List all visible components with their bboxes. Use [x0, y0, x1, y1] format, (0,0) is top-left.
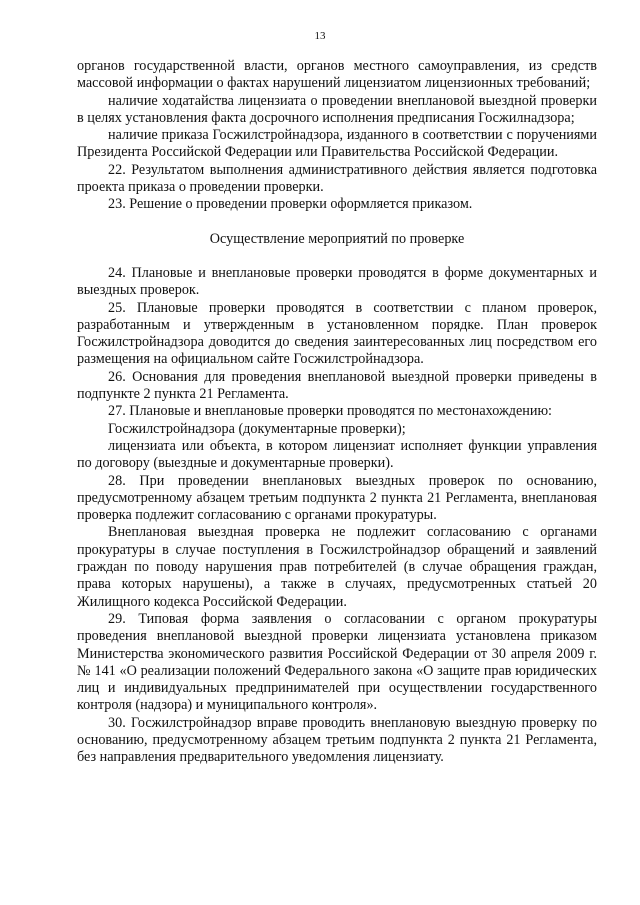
paragraph-27-item-1: Госжилстройнадзора (документарные проверки);	[108, 420, 406, 437]
paragraph-25: 25. Плановые проверки проводятся в соответствии с планом проверок, разработанным и утвержденным в установленном порядке. План проверок Госжилстройнадзора доводится до сведения заинтересованных лиц посредством его размещения на официальном сайте Госжилстройнадзора.	[77, 299, 597, 368]
paragraph-27: 27. Плановые и внеплановые проверки проводятся по местонахождению:	[108, 403, 552, 420]
paragraph-28: 28. При проведении внеплановых выездных проверок по основанию, предусмотренному абзацем третьим подпункта 2 пункта 21 Регламента, внеплановая проверка подлежит согласованию с органами прокуратуры.	[77, 472, 597, 524]
page-number: 13	[314, 30, 326, 42]
paragraph-22: 22. Результатом выполнения административного действия является подготовка проекта приказа о проведении проверки.	[77, 161, 597, 196]
paragraph-petition: наличие ходатайства лицензиата о проведении внеплановой выездной проверки в целях установления факта досрочного исполнения предписания Госжилнадзора;	[77, 92, 597, 126]
paragraph-28-exception: Внеплановая выездная проверка не подлежит согласованию с органами прокуратуры в случае поступления в Госжилстройнадзор обращений и заявлений граждан по поводу нарушения прав потребителей (в случае обращения граждан, права которых нарушены), а также в случаях, предусмотренных статьей 20 Жилищного кодекса Российской Федерации.	[77, 524, 597, 610]
paragraph-continuation: органов государственной власти, органов местного самоуправления, из средств массовой информации о фактах нарушений лицензиатом лицензионных требований;	[77, 58, 597, 92]
paragraph-24: 24. Плановые и внеплановые проверки проводятся в форме документарных и выездных проверок.	[77, 264, 597, 299]
document-body	[77, 58, 597, 767]
paragraph-26: 26. Основания для проведения внеплановой выездной проверки приведены в подпункте 2 пункта 21 Регламента.	[77, 368, 597, 403]
paragraph-27-item-2: лицензиата или объекта, в котором лицензиат исполняет функции управления по договору (выездные и документарные проверки).	[77, 437, 597, 472]
paragraph-order: наличие приказа Госжилстройнадзора, изданного в соответствии с поручениями Президента Российской Федерации или Правительства Российской Федерации.	[77, 127, 597, 161]
paragraph-29: 29. Типовая форма заявления о согласовании с органом прокуратуры проведения внеплановой выездной проверки лицензиата установлена приказом Министерства экономического развития Российской Федерации от 30 апреля 2009 г. № 141 «О реализации положений Федерального закона «О защите прав юридических лиц и индивидуальных предпринимателей при осуществлении государственного контроля (надзора) и муниципального контроля».	[77, 610, 597, 714]
paragraph-30: 30. Госжилстройнадзор вправе проводить внеплановую выездную проверку по основанию, предусмотренному абзацем третьим подпункта 2 пункта 21 Регламента, без направления предварительного уведомления лицензиату.	[77, 714, 597, 766]
section-heading: Осуществление мероприятий по проверке	[209, 230, 465, 247]
paragraph-23: 23. Решение о проведении проверки оформляется приказом.	[108, 196, 473, 213]
